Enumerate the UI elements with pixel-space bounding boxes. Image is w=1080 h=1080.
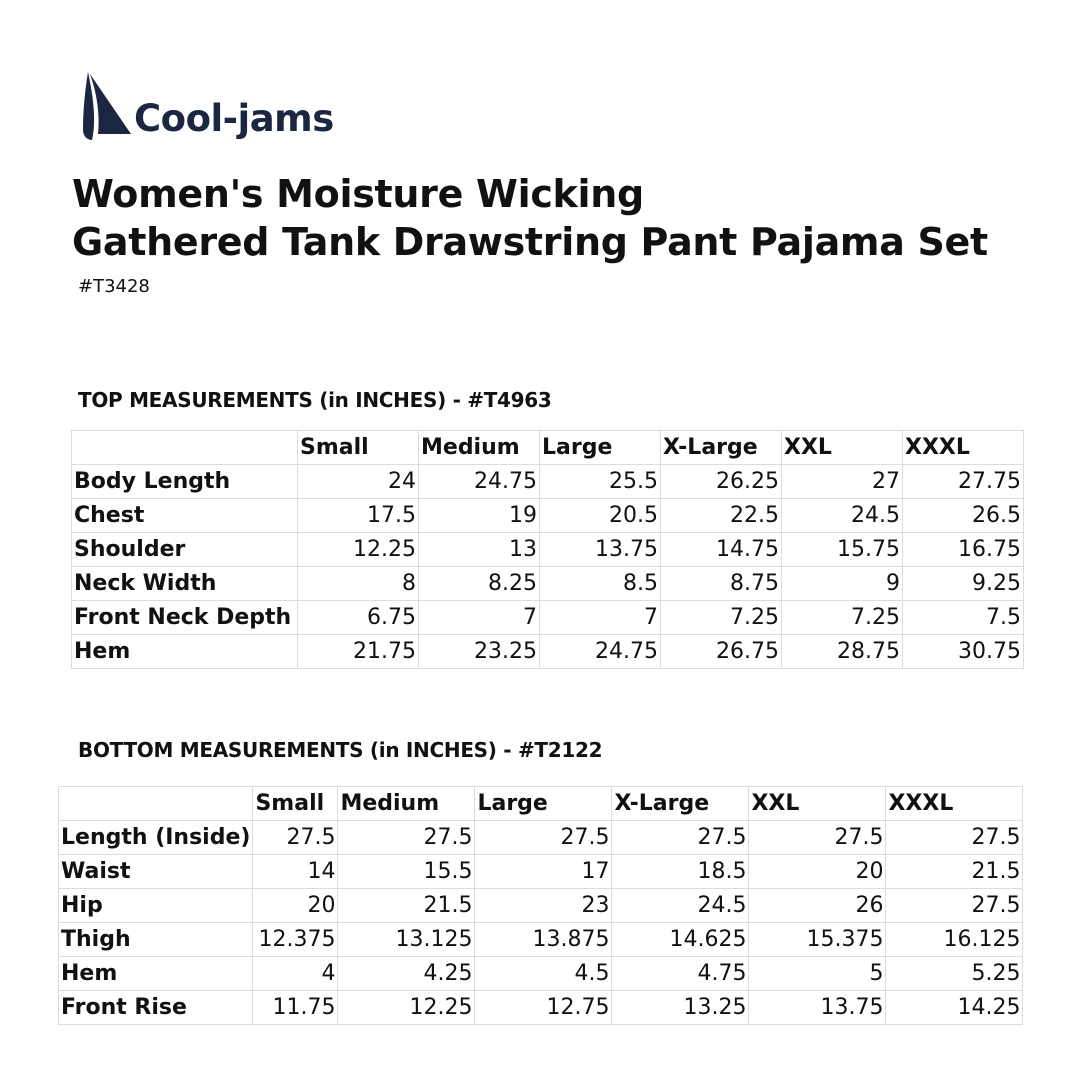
measurement-cell: 12.25: [338, 991, 475, 1025]
measurement-cell: 27.5: [886, 821, 1023, 855]
measurement-cell: 8.25: [419, 567, 540, 601]
measurement-cell: 26.25: [661, 465, 782, 499]
title-line-2: Gathered Tank Drawstring Pant Pajama Set: [72, 220, 988, 264]
measurement-cell: 23.25: [419, 635, 540, 669]
measurement-cell: 14: [253, 855, 338, 889]
measurement-cell: 25.5: [540, 465, 661, 499]
title-line-1: Women's Moisture Wicking: [72, 172, 644, 216]
measurement-cell: 27: [782, 465, 903, 499]
measurement-cell: 14.25: [886, 991, 1023, 1025]
measurement-cell: 7: [419, 601, 540, 635]
column-header: Large: [540, 431, 661, 465]
measurement-cell: 27.5: [253, 821, 338, 855]
table-header-row: [72, 431, 1024, 465]
top-measurements-table: [71, 430, 1024, 669]
measurement-cell: 15.75: [782, 533, 903, 567]
measurement-cell: 24.5: [782, 499, 903, 533]
table-row: [72, 465, 1024, 499]
table-row: [59, 957, 1023, 991]
measurement-cell: 22.5: [661, 499, 782, 533]
table-row: [72, 601, 1024, 635]
measurement-cell: 26: [749, 889, 886, 923]
column-header: XXXL: [886, 787, 1023, 821]
measurement-cell: 8: [298, 567, 419, 601]
measurement-cell: 4.25: [338, 957, 475, 991]
brand-name: Cool-jams: [134, 97, 334, 140]
table-row: [72, 567, 1024, 601]
measurement-cell: 27.5: [475, 821, 612, 855]
measurement-cell: 26.75: [661, 635, 782, 669]
measurement-cell: 27.5: [338, 821, 475, 855]
measurement-cell: 27.75: [903, 465, 1024, 499]
measurement-cell: 13.125: [338, 923, 475, 957]
measurement-cell: 5.25: [886, 957, 1023, 991]
measurement-cell: 17.5: [298, 499, 419, 533]
column-header: Medium: [338, 787, 475, 821]
column-header: XXL: [782, 431, 903, 465]
column-header: X-Large: [612, 787, 749, 821]
measurement-cell: 7: [540, 601, 661, 635]
measurement-cell: 8.75: [661, 567, 782, 601]
measurement-cell: 26.5: [903, 499, 1024, 533]
measurement-cell: 12.25: [298, 533, 419, 567]
measurement-cell: 11.75: [253, 991, 338, 1025]
measurement-cell: 4.75: [612, 957, 749, 991]
table-row: [72, 533, 1024, 567]
measurement-cell: 20: [749, 855, 886, 889]
measurement-cell: 20: [253, 889, 338, 923]
column-header: Large: [475, 787, 612, 821]
row-label: Hip: [59, 889, 253, 923]
measurement-cell: 13.25: [612, 991, 749, 1025]
bottom-measurements-heading: BOTTOM MEASUREMENTS (in INCHES) - #T2122: [78, 738, 603, 762]
row-label: Front Neck Depth: [72, 601, 298, 635]
measurement-cell: 17: [475, 855, 612, 889]
column-header: X-Large: [661, 431, 782, 465]
measurement-cell: 27.5: [886, 889, 1023, 923]
measurement-cell: 18.5: [612, 855, 749, 889]
table-row: [59, 923, 1023, 957]
measurement-cell: 4: [253, 957, 338, 991]
column-header: Small: [298, 431, 419, 465]
measurement-cell: 15.5: [338, 855, 475, 889]
measurement-cell: 7.5: [903, 601, 1024, 635]
measurement-cell: 13.75: [749, 991, 886, 1025]
row-label: Hem: [72, 635, 298, 669]
product-sku: #T3428: [78, 276, 150, 297]
measurement-cell: 27.5: [612, 821, 749, 855]
column-header: XXL: [749, 787, 886, 821]
row-label: Neck Width: [72, 567, 298, 601]
row-label: Shoulder: [72, 533, 298, 567]
measurement-cell: 12.75: [475, 991, 612, 1025]
measurement-cell: 8.5: [540, 567, 661, 601]
column-header: Small: [253, 787, 338, 821]
column-header: Medium: [419, 431, 540, 465]
table-row: [72, 635, 1024, 669]
measurement-cell: 13.875: [475, 923, 612, 957]
measurement-cell: 12.375: [253, 923, 338, 957]
measurement-cell: 24.75: [540, 635, 661, 669]
corner-cell: [72, 431, 298, 465]
row-label: Waist: [59, 855, 253, 889]
measurement-cell: 24.5: [612, 889, 749, 923]
sailboat-icon: [82, 70, 132, 142]
row-label: Thigh: [59, 923, 253, 957]
measurement-cell: 9: [782, 567, 903, 601]
row-label: Length (Inside): [59, 821, 253, 855]
measurement-cell: 27.5: [749, 821, 886, 855]
table-header-row: [59, 787, 1023, 821]
row-label: Hem: [59, 957, 253, 991]
measurement-cell: 14.625: [612, 923, 749, 957]
measurement-cell: 5: [749, 957, 886, 991]
measurement-cell: 21.5: [338, 889, 475, 923]
measurement-cell: 16.75: [903, 533, 1024, 567]
page-title: [72, 170, 988, 266]
table-row: [59, 991, 1023, 1025]
measurement-cell: 24: [298, 465, 419, 499]
measurement-cell: 9.25: [903, 567, 1024, 601]
table-row: [59, 821, 1023, 855]
measurement-cell: 4.5: [475, 957, 612, 991]
measurement-cell: 24.75: [419, 465, 540, 499]
measurement-cell: 23: [475, 889, 612, 923]
measurement-cell: 19: [419, 499, 540, 533]
measurement-cell: 21.5: [886, 855, 1023, 889]
bottom-measurements-table: [58, 786, 1023, 1025]
measurement-cell: 28.75: [782, 635, 903, 669]
column-header: XXXL: [903, 431, 1024, 465]
measurement-cell: 13.75: [540, 533, 661, 567]
measurement-cell: 7.25: [782, 601, 903, 635]
measurement-cell: 14.75: [661, 533, 782, 567]
measurement-cell: 13: [419, 533, 540, 567]
row-label: Body Length: [72, 465, 298, 499]
measurement-cell: 30.75: [903, 635, 1024, 669]
table-row: [59, 855, 1023, 889]
row-label: Front Rise: [59, 991, 253, 1025]
measurement-cell: 20.5: [540, 499, 661, 533]
row-label: Chest: [72, 499, 298, 533]
measurement-cell: 6.75: [298, 601, 419, 635]
brand-logo: [82, 70, 334, 142]
corner-cell: [59, 787, 253, 821]
measurement-cell: 16.125: [886, 923, 1023, 957]
measurement-cell: 21.75: [298, 635, 419, 669]
measurement-cell: 15.375: [749, 923, 886, 957]
measurement-cell: 7.25: [661, 601, 782, 635]
table-row: [59, 889, 1023, 923]
top-measurements-heading: TOP MEASUREMENTS (in INCHES) - #T4963: [78, 388, 552, 412]
table-row: [72, 499, 1024, 533]
